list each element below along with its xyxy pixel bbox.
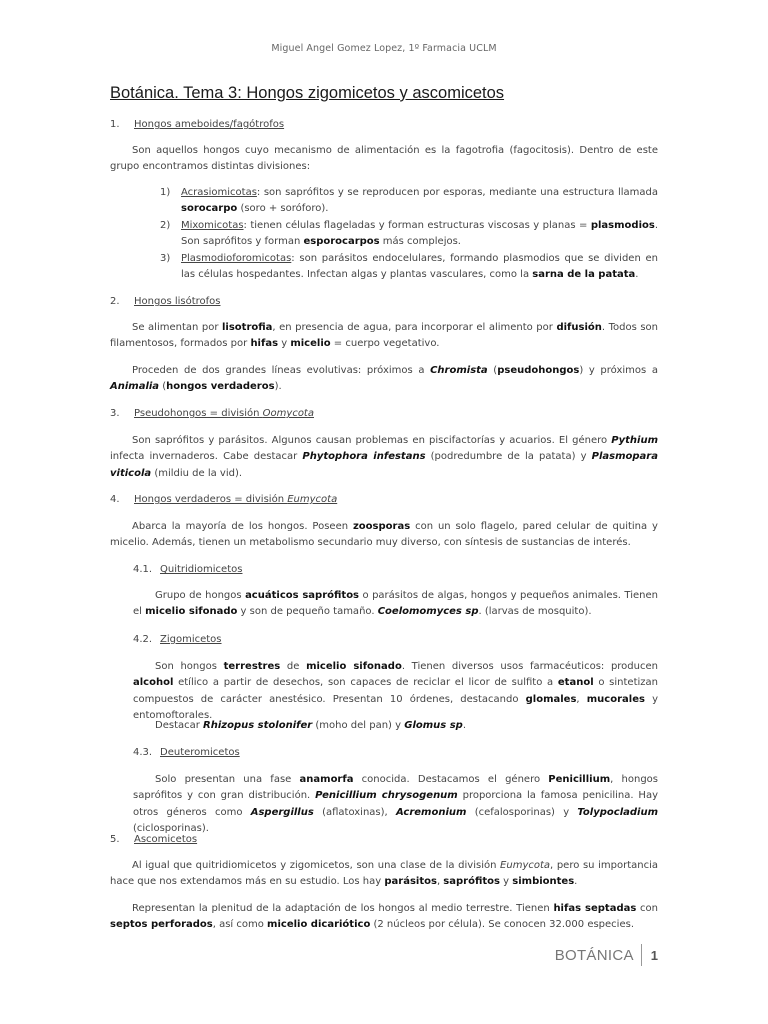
section-4-1-heading: 4.1. Quitridiomicetos — [133, 564, 243, 575]
section-2-paragraph-1: Se alimentan por lisotrofia, en presencia de agua, para incorporar el alimento por difusión. Todos son filamentosos, formados por hifas y micelio = cuerpo vegetativo. — [110, 322, 658, 350]
page-number: 1 — [650, 947, 658, 963]
section-3-paragraph: Son saprófitos y parásitos. Algunos causan problemas en piscifactorías y acuarios. El género Pythium infecta invernaderos. Cabe destacar Phytophora infestans (podredumbre de la patata) y Plasmopara viticola (mildiu de la vid). — [110, 435, 658, 479]
section-1-paragraph: Son aquellos hongos cuyo mecanismo de alimentación es la fagotrofia (fagocitosis). Dentro de este grupo encontramos distintas divisiones: — [110, 145, 658, 173]
section-4-2-note: Destacar Rhizopus stolonifer (moho del pan) y Glomus sp. — [155, 720, 467, 731]
section-1-heading: 1. Hongos ameboides/fagótrofos — [110, 119, 285, 130]
section-4-1-paragraph: Grupo de hongos acuáticos saprófitos o parásitos de algas, hongos y pequeños animales. Tienen el micelio sifonado y son de pequeño tamaño. Coelomomyces sp. (larvas de mosquito). — [133, 590, 658, 618]
list-item: 2) Mixomicotas: tienen células flageladas y forman estructuras viscosas y planas = plasmodios. Son saprófitos y forman esporocarpos más complejos. — [160, 219, 658, 248]
document-title: Botánica. Tema 3: Hongos zigomicetos y ascomicetos — [110, 84, 505, 102]
section-4-2-paragraph: Son hongos terrestres de micelio sifonado. Tienen diversos usos farmacéuticos: producen alcohol etílico a partir de desechos, son capaces de reciclar el licor de sulfito a etanol o sintetizan compuestos de carácter anestésico. Presentan 10 órdenes, destacando glomales, mucorales y entomoftorales. — [133, 661, 658, 722]
section-5-heading: 5. Ascomicetos — [110, 834, 198, 845]
list-item: 1) Acrasiomicotas: son saprófitos y se reproducen por esporas, mediante una estructura llamada sorocarpo (soro + soróforo). — [160, 187, 658, 215]
section-4-2-heading: 4.2. Zigomicetos — [133, 634, 222, 645]
footer-label: BOTÁNICA — [554, 946, 634, 964]
section-4-3-paragraph: Solo presentan una fase anamorfa conocida. Destacamos el género Penicillium, hongos saprófitos y con gran distribución. Penicillium chrysogenum proporciona la famosa penicilina. Hay otros géneros como Aspergillus (aflatoxinas), Acremonium (cefalosporinas) y Tolypocladium (ciclosporinas). — [133, 774, 659, 835]
page-header: Miguel Angel Gomez Lopez, 1º Farmacia UCLM — [271, 43, 497, 54]
list-item: 3) Plasmodioforomicotas: son parásitos endocelulares, formando plasmodios que se dividen en las células hospedantes. Infectan algas y plantas vasculares, como la sarna de la patata. — [160, 252, 658, 281]
section-3-heading: 3. Pseudohongos = división Oomycota — [110, 408, 314, 419]
section-4-heading: 4. Hongos verdaderos = división Eumycota — [110, 494, 338, 505]
section-4-paragraph: Abarca la mayoría de los hongos. Poseen zoosporas con un solo flagelo, pared celular de quitina y micelio. Además, tienen un metabolismo secundario muy diverso, con síntesis de sustancias de interés. — [110, 521, 658, 549]
section-2-paragraph-2: Proceden de dos grandes líneas evolutivas: próximos a Chromista (pseudohongos) y próximos a Animalia (hongos verdaderos). — [110, 365, 658, 393]
section-5-paragraph-1: Al igual que quitridiomicetos y zigomicetos, son una clase de la división Eumycota, pero su importancia hace que nos extendamos más en su estudio. Los hay parásitos, saprófitos y simbiontes. — [110, 860, 658, 888]
divisions-list — [160, 185, 658, 283]
section-5-paragraph-2: Representan la plenitud de la adaptación de los hongos al medio terrestre. Tienen hifas septadas con septos perforados, así como micelio dicariótico (2 núcleos por célula). Se conocen 32.000 especies. — [110, 903, 658, 931]
footer-divider — [641, 944, 642, 966]
section-4-3-heading: 4.3. Deuteromicetos — [133, 747, 240, 758]
section-2-heading: 2. Hongos lisótrofos — [110, 296, 221, 307]
page-footer — [555, 944, 658, 966]
